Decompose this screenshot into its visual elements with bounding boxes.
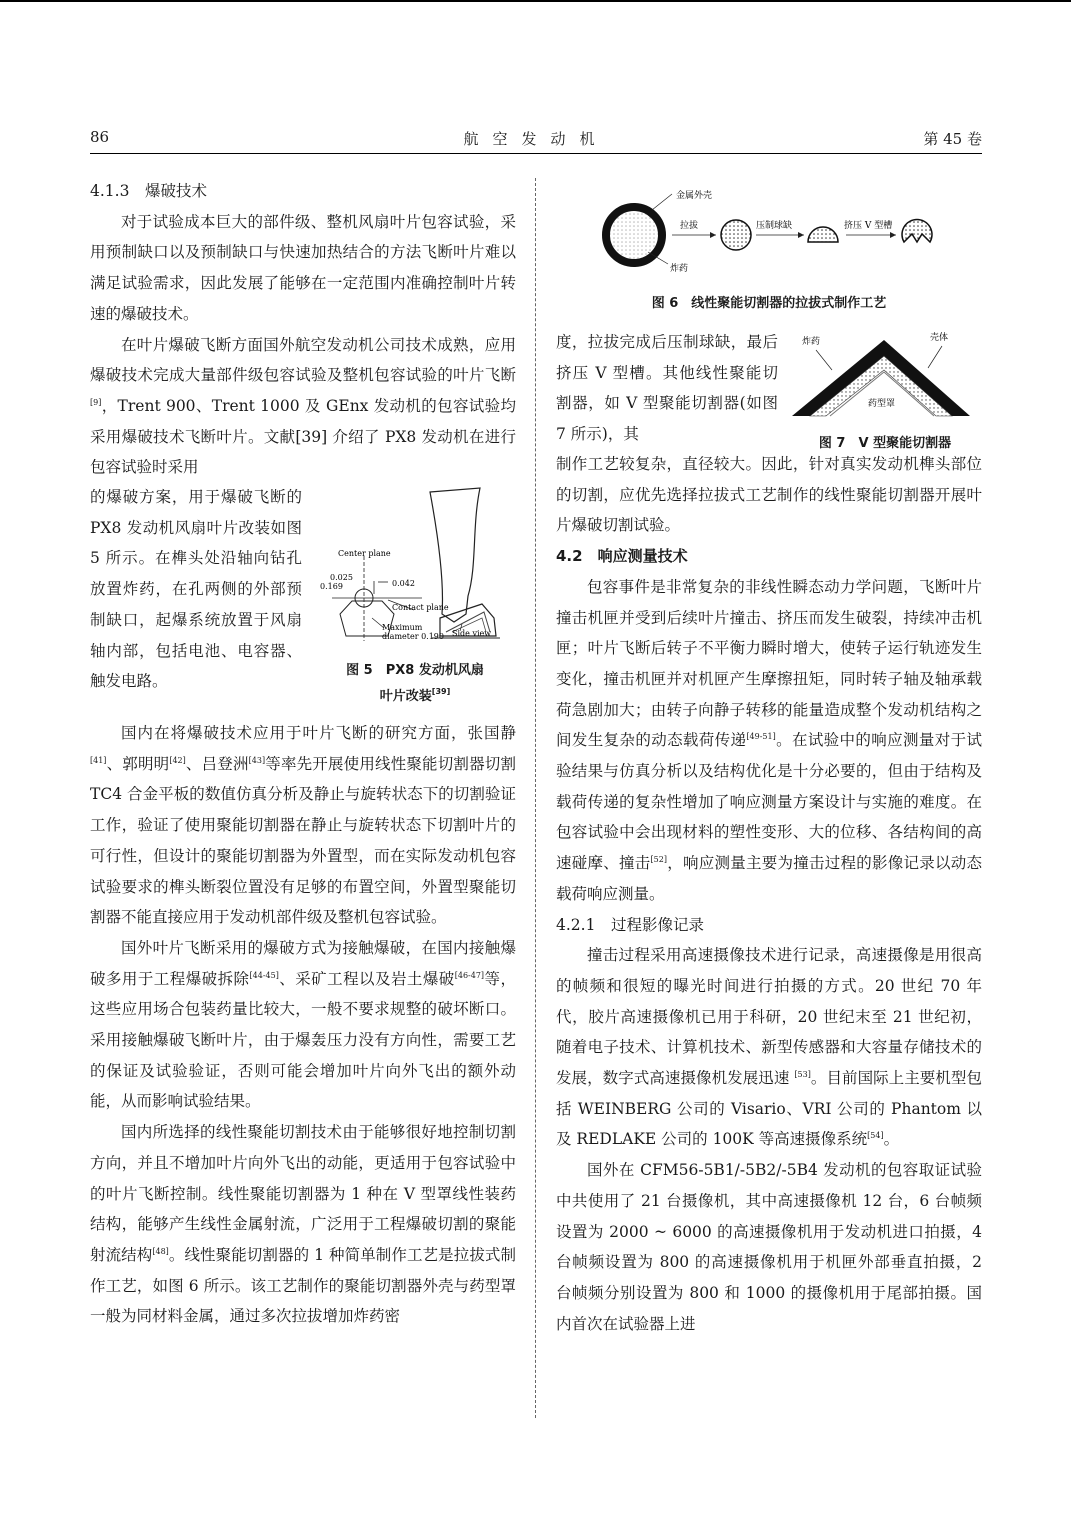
citation: [39] bbox=[431, 687, 451, 696]
right-column-wrap bbox=[556, 327, 778, 450]
volume-label: 第 45 卷 bbox=[923, 130, 982, 148]
citation: [49-51] bbox=[746, 732, 776, 742]
v-shaped-cutter-diagram bbox=[788, 326, 982, 422]
fig6-label-step-extrude: 挤压 V 型槽 bbox=[844, 221, 893, 231]
citation: [44-45] bbox=[249, 970, 279, 980]
fig5-label-side-view: Side view bbox=[452, 629, 492, 638]
drawing-process-diagram bbox=[556, 180, 982, 280]
citation: [54] bbox=[867, 1131, 884, 1141]
citation: [41] bbox=[90, 755, 107, 765]
paragraph-continued: 度，拉拔完成后压制球缺，最后挤压 V 型槽。其他线性聚能切割器，如 V 型聚能切割器(如图 7 所示)，其 bbox=[556, 333, 778, 444]
figure-7-caption: 图 7 V 型聚能切割器 bbox=[818, 436, 952, 451]
fig6-label-shell: 金属外壳 bbox=[676, 191, 713, 201]
right-column-main bbox=[556, 449, 982, 1339]
section-heading-4-2-1: 4.2.1 过程影像记录 bbox=[556, 915, 704, 934]
paragraph-continued: 制作工艺较复杂，直径较大。因此，针对真实发动机榫头部位的切割，应优先选择拉拔式工艺制作的线性聚能切割器开展叶片爆破切割试验。 bbox=[556, 455, 982, 535]
citation: [52] bbox=[650, 855, 667, 865]
paragraph: 国内在将爆破技术应用于叶片飞断的研究方面，张国静[41]、郭明明[42]、吕登洲[43]等率先开展使用线性聚能切割器切割 TC4 合金平板的数值仿真分析及静止与旋转状态下的切割验证工作，验证了使用聚能切割器在静止与旋转状态下切割叶片的可行性，但设计的聚能切割器为外置型，而在实际发动机包容试验要求的榫头断裂位置没有足够的布置空间，外置型聚能切割器不能直接应用于发动机部件级及整机包容试验。 bbox=[90, 724, 516, 927]
citation: [48] bbox=[152, 1246, 169, 1256]
fig6-label-step-draw: 拉拔 bbox=[680, 221, 699, 231]
blade-modification-diagram bbox=[312, 486, 518, 656]
figure-7 bbox=[788, 326, 982, 450]
figure-6-caption: 图 6 线性聚能切割器的拉拔式制作工艺 bbox=[651, 296, 887, 311]
citation: [42] bbox=[169, 755, 186, 765]
fig6-label-step-press: 压制球缺 bbox=[756, 221, 793, 231]
paragraph: 撞击过程采用高速摄像技术进行记录，高速摄像是用很高的帧频和很短的曝光时间进行拍摄的方式。20 世纪 70 年代，胶片高速摄像机已用于科研，20 世纪末至 21 世纪初，随着电子技术、计算机技术、新型传感器和大容量存储技术的发展，数字式高速摄像机发展迅速 [53]。目前国际上主要机型包括 WEINBERG 公司的 Visario、VRI 公司的 Phantom 以及 REDLAKE 公司的 100K 等高速摄像系统[54]。 bbox=[556, 946, 982, 1149]
section-heading-4-1-3: 4.1.3 爆破技术 bbox=[90, 182, 207, 200]
column-divider bbox=[535, 178, 536, 1418]
fig7-label-shell: 壳体 bbox=[930, 333, 949, 343]
header-rule bbox=[90, 153, 982, 154]
paragraph: 包容事件是非常复杂的非线性瞬态动力学问题，飞断叶片撞击机匣并受到后续叶片撞击、挤压而发生破裂，持续冲击机匣；叶片飞断后转子不平衡力瞬时增大，使转子运行轨迹发生变化，撞击机匣并对机匣产生摩擦扭矩，同时转子轴及轴承载荷急剧加大；由转子向静子转移的能量造成整个发动机结构之间发生复杂的动态载荷传递[49-51]。在试验中的响应测量对于试验结果与仿真分析以及结构优化是十分必要的，但由于结构及载荷传递的复杂性增加了响应测量方案设计与实施的难度。在包容试验中会出现材料的塑性变形、大的位移、各结构间的高速碰摩、撞击[52]，响应测量主要为撞击过程的影像记录以动态载荷响应测量。 bbox=[556, 577, 982, 903]
paragraph: 对于试验成本巨大的部件级、整机风扇叶片包容试验，采用预制缺口以及预制缺口与快速加热结合的方法飞断叶片难以满足试验需求，因此发展了能够在一定范围内准确控制叶片转速的爆破技术。 bbox=[90, 212, 516, 323]
paragraph: 国内所选择的线性聚能切割技术由于能够很好地控制切割方向，并且不增加叶片向外飞出的动能，更适用于包容试验中的叶片飞断控制。线性聚能切割器为 1 种在 V 型罩线性装药结构，能够产生线性金属射流，广泛用于工程爆破切割的聚能射流结构[48]。线性聚能切割器的 1 种简单制作工艺是拉拔式制作工艺，如图 6 所示。该工艺制作的聚能切割器外壳与药型罩一般为同材料金属，通过多次拉拔增加炸药密 bbox=[90, 1123, 516, 1326]
journal-title: 航空发动机 bbox=[463, 130, 609, 148]
paragraph: 国外在 CFM56-5B1/-5B2/-5B4 发动机的包容取证试验中共使用了 21 台摄像机，其中高速摄像机 12 台，6 台帧频设置为 2000 ~ 6000 的高速摄像机用于发动机进口拍摄，4 台帧频设置为 800 的高速摄像机用于机匣外部垂直拍摄，2 台帧频分别设置为 800 和 1000 的摄像机用于尾部拍摄。国内首次在试验器上进 bbox=[556, 1161, 982, 1333]
fig5-label-value: 0.169 bbox=[320, 582, 343, 591]
fig6-label-explosive: 炸药 bbox=[670, 264, 689, 274]
section-heading-4-2: 4.2 响应测量技术 bbox=[556, 547, 688, 566]
top-rule bbox=[0, 0, 1071, 2]
fig5-label-diameter: diameter 0.190 bbox=[382, 632, 444, 641]
left-column-top bbox=[90, 176, 516, 483]
fig5-label-value: 0.042 bbox=[392, 579, 415, 588]
citation: [46-47] bbox=[454, 970, 485, 980]
page-number: 86 bbox=[90, 128, 110, 146]
fig5-label-contact-plane: Contact plane bbox=[392, 603, 449, 612]
paragraph-continued: 的爆破方案，用于爆破飞断的 PX8 发动机风扇叶片改装如图 5 所示。在榫头处沿轴向钻孔放置炸药，在孔两侧的外部预制缺口，起爆系统放置于风扇轴内部，包括电池、电容器、触发电路。 bbox=[90, 488, 302, 691]
fig5-label-value: 0.025 bbox=[330, 573, 353, 582]
left-column-wrap bbox=[90, 482, 302, 697]
fig5-label-center-plane: Center plane bbox=[338, 549, 391, 558]
fig5-label-maximum: Maximum bbox=[382, 623, 423, 632]
running-header bbox=[90, 128, 982, 150]
paragraph: 国外叶片飞断采用的爆破方式为接触爆破，在国内接触爆破多用于工程爆破拆除[44-45]、采矿工程以及岩土爆破[46-47]等，这些应用场合包装药量比较大，一般不要求规整的破坏断口。采用接触爆破飞断叶片，由于爆轰压力没有方向性，需要工艺的保证及试验验证，否则可能会增加叶片向外飞出的额外动能，从而影响试验结果。 bbox=[90, 938, 516, 1111]
fig7-label-explosive: 炸药 bbox=[802, 337, 821, 347]
paragraph: 在叶片爆破飞断方面国外航空发动机公司技术成熟，应用爆破技术完成大量部件级包容试验及整机包容试验的叶片飞断 [9]，Trent 900、Trent 1000 及 GEnx 发动机的包容试验均采用爆破技术飞断叶片。文献[39] 介绍了 PX8 发动机在进行包容试验时采用 bbox=[90, 335, 516, 477]
citation: [9] bbox=[90, 397, 102, 407]
left-column-bottom bbox=[90, 718, 516, 1332]
figure-6 bbox=[556, 180, 982, 310]
figure-5 bbox=[312, 486, 518, 712]
citation: [53] bbox=[794, 1070, 811, 1080]
figure-5-caption: 图 5 PX8 发动机风扇 叶片改装[39] bbox=[346, 663, 484, 704]
fig7-label-liner: 药型罩 bbox=[868, 399, 896, 409]
citation: [43] bbox=[248, 755, 266, 765]
